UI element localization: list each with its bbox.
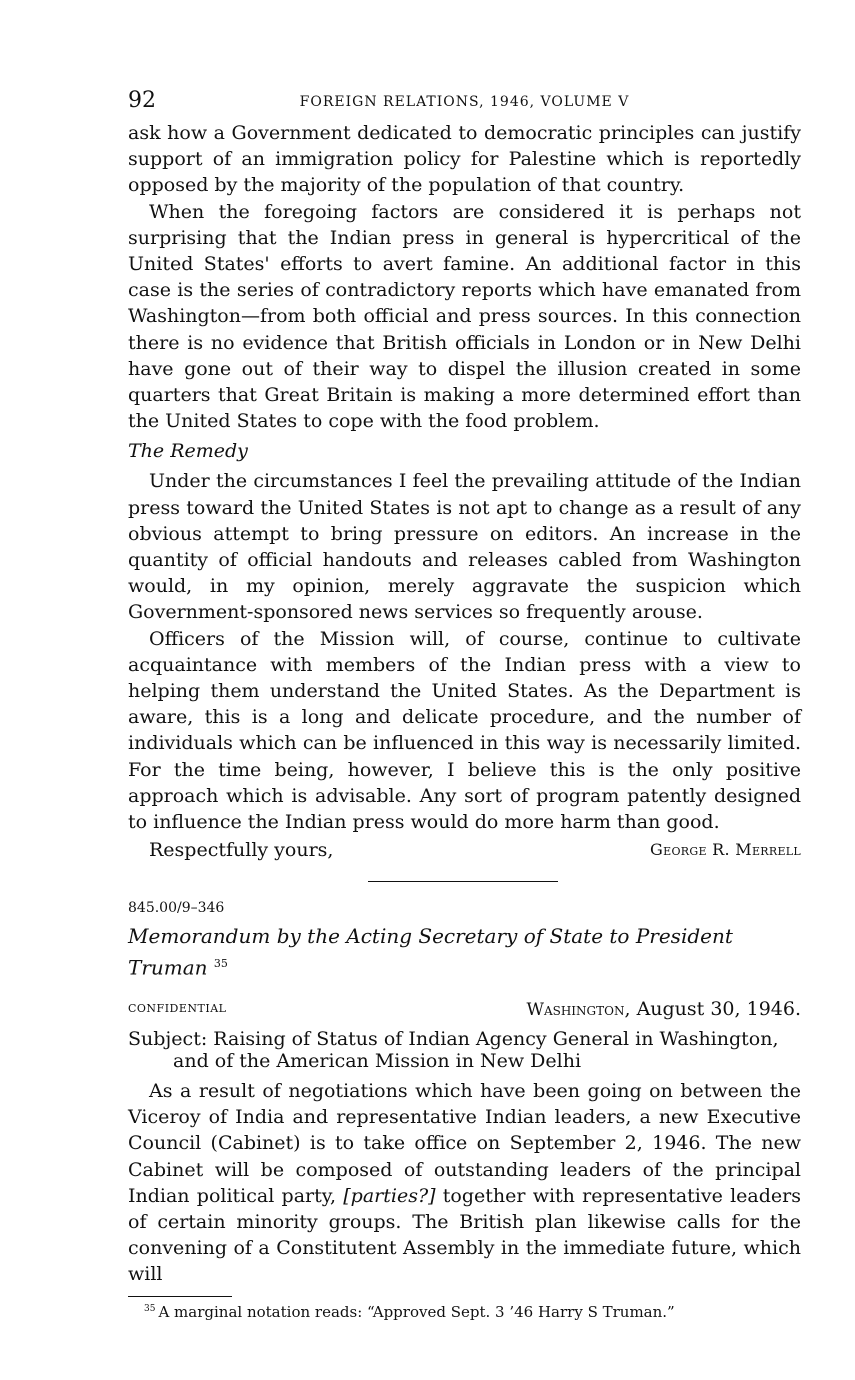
place-date: [526, 998, 801, 1020]
page-number: 92: [128, 88, 156, 113]
footnote: [128, 1303, 801, 1321]
section-divider: [368, 881, 558, 882]
memo-body-paragraph: [128, 1078, 801, 1288]
paragraph-remedy-2: Officers of the Mission will, of course, continue to cultivate acquaintance with members of the Indian press with a view to helping them understand the United States. As the Department is aware, this is a long and delicate procedure, and the number of individuals which can be influenced in this way is necessarily limited. For the time being, however, I believe this is the only positive approach which is advisable. Any sort of program patently designed to influence the Indian press would do more harm than good.: [128, 627, 801, 834]
file-number: 845.00/9–346: [128, 900, 225, 917]
footnote-reference: 35: [213, 957, 228, 971]
subject-line: Subject: Raising of Status of Indian Agency General in Washington, and of the American Mission in New Delhi: [128, 1027, 779, 1072]
letter-closing: [128, 837, 801, 863]
classification: confidential: [128, 997, 227, 1016]
document-page: [128, 88, 801, 1321]
memo-title-text: Memorandum by the Acting Secretary of State to President Truman: [128, 924, 733, 980]
paragraph-remedy-1: Under the circumstances I feel the prevailing attitude of the Indian press toward the United States is not apt to change as a result of any obvious attempt to bring pressure on editors. An increase in the quantity of official handouts and releases cabled from Washington would, in my opinion, merely aggravate the suspicion which Government-sponsored news services so frequently arouse.: [128, 470, 801, 624]
running-head: FOREIGN RELATIONS, 1946, VOLUME V: [299, 94, 630, 110]
paragraph-factors: When the foregoing factors are considered it is perhaps not surprising that the Indian press in general is hypercritical of the United States' efforts to avert famine. An additional factor in this case is the series of contradictory reports which have emanated from Washington—from both official and press sources. In this connection there is no evidence that British officials in London or in New Delhi have gone out of their way to dispel the illusion created in some quarters that Great Britain is making a more determined effort than the United States to cope with the food problem.: [128, 200, 801, 433]
memo-body-part-1: As a result of negotiations which have been going on between the Viceroy of India and representative Indian leaders, a new Executive Council (Cabinet) is to take office on September 2, 1946. The new Cabinet will be composed of outstanding leaders of the principal Indian political party,: [128, 1079, 801, 1207]
place: Washington: [526, 999, 625, 1020]
page-header: [128, 88, 801, 120]
memo-body-part-2: together with representative leaders of certain minority groups. The British plan likewise calls for the convening of a Constitutent Assembly in the immediate future, which will: [128, 1184, 801, 1286]
memo-title: [128, 922, 801, 982]
salutation: Respectfully yours,: [149, 839, 334, 862]
dateline: [128, 998, 801, 1020]
paragraph-continued: ask how a Government dedicated to democratic principles can justify support of an immigration policy for Palestine which is reportedly opposed by the majority of the population of that country.: [128, 122, 801, 197]
section-heading: The Remedy: [128, 440, 248, 463]
footnote-rule: [128, 1296, 232, 1297]
editorial-bracket: [parties?]: [343, 1184, 436, 1207]
date: , August 30, 1946.: [624, 997, 801, 1020]
footnote-number: 35: [144, 1303, 156, 1314]
footnote-text: A marginal notation reads: “Approved Sept. 3 ’46 Harry S Truman.”: [158, 1302, 675, 1321]
signature: George R. Merrell: [650, 840, 801, 860]
